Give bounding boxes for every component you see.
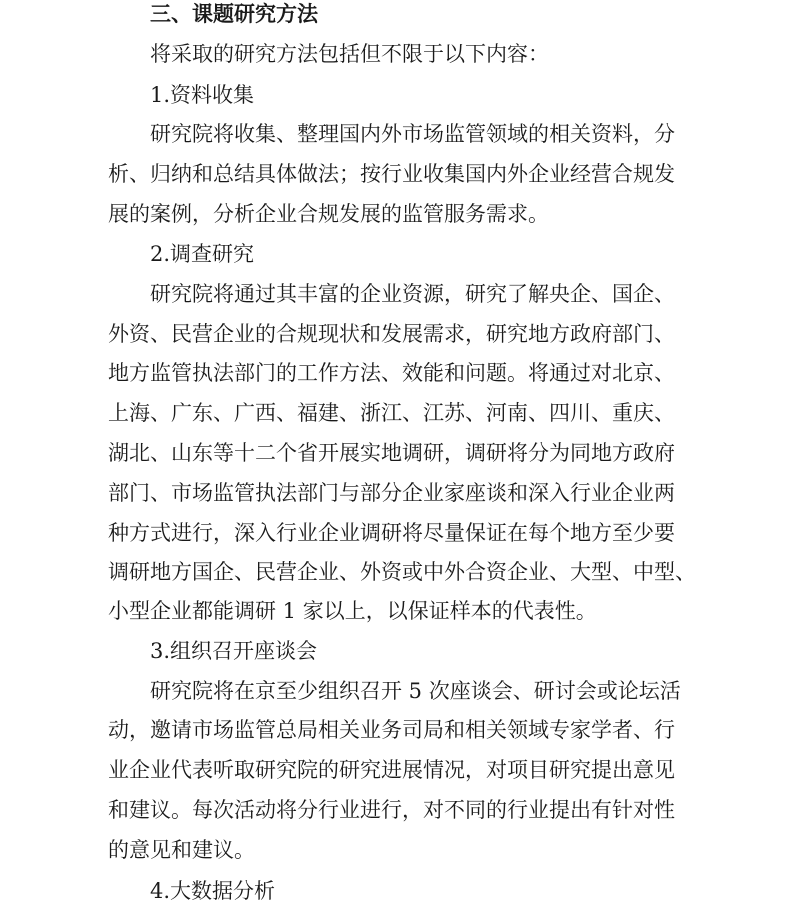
paragraph-line: 研究院将在京至少组织召开 5 次座谈会、研讨会或论坛活 xyxy=(150,679,681,703)
paragraph-line: 上海、广东、广西、福建、浙江、江苏、河南、四川、重庆、 xyxy=(108,401,675,425)
paragraph-line: 湖北、山东等十二个省开展实地调研，调研将分为同地方政府 xyxy=(108,441,675,465)
paragraph-line: 业企业代表听取研究院的研究进展情况，对项目研究提出意见 xyxy=(108,758,675,782)
item-title-big-data-analysis: 4.大数据分析 xyxy=(150,879,276,903)
paragraph-line: 种方式进行，深入行业企业调研将尽量保证在每个地方至少要 xyxy=(108,521,675,545)
item-title-symposium: 3.组织召开座谈会 xyxy=(150,639,318,663)
paragraph-line: 和建议。每次活动将分行业进行，对不同的行业提出有针对性 xyxy=(108,798,675,822)
intro-paragraph: 将采取的研究方法包括但不限于以下内容： xyxy=(150,42,549,66)
item-title-survey-research: 2.调查研究 xyxy=(150,242,255,266)
paragraph-line: 地方监管执法部门的工作方法、效能和问题。将通过对北京、 xyxy=(108,361,675,385)
paragraph-line: 的意见和建议。 xyxy=(108,838,255,862)
item-title-document-collection: 1.资料收集 xyxy=(150,83,255,107)
section-heading: 三、课题研究方法 xyxy=(150,2,318,26)
paragraph-line: 外资、民营企业的合规现状和发展需求，研究地方政府部门、 xyxy=(108,322,675,346)
paragraph-line: 调研地方国企、民营企业、外资或中外合资企业、大型、中型、 xyxy=(108,560,696,584)
paragraph-line: 析、归纳和总结具体做法；按行业收集国内外企业经营合规发 xyxy=(108,162,675,186)
paragraph-line: 研究院将收集、整理国内外市场监管领域的相关资料，分 xyxy=(150,122,675,146)
paragraph-line: 小型企业都能调研 1 家以上，以保证样本的代表性。 xyxy=(108,599,597,623)
paragraph-line: 动，邀请市场监管总局相关业务司局和相关领域专家学者、行 xyxy=(108,718,675,742)
paragraph-line: 研究院将通过其丰富的企业资源，研究了解央企、国企、 xyxy=(150,282,675,306)
paragraph-line: 展的案例，分析企业合规发展的监管服务需求。 xyxy=(108,202,549,226)
paragraph-line: 部门、市场监管执法部门与部分企业家座谈和深入行业企业两 xyxy=(108,481,675,505)
